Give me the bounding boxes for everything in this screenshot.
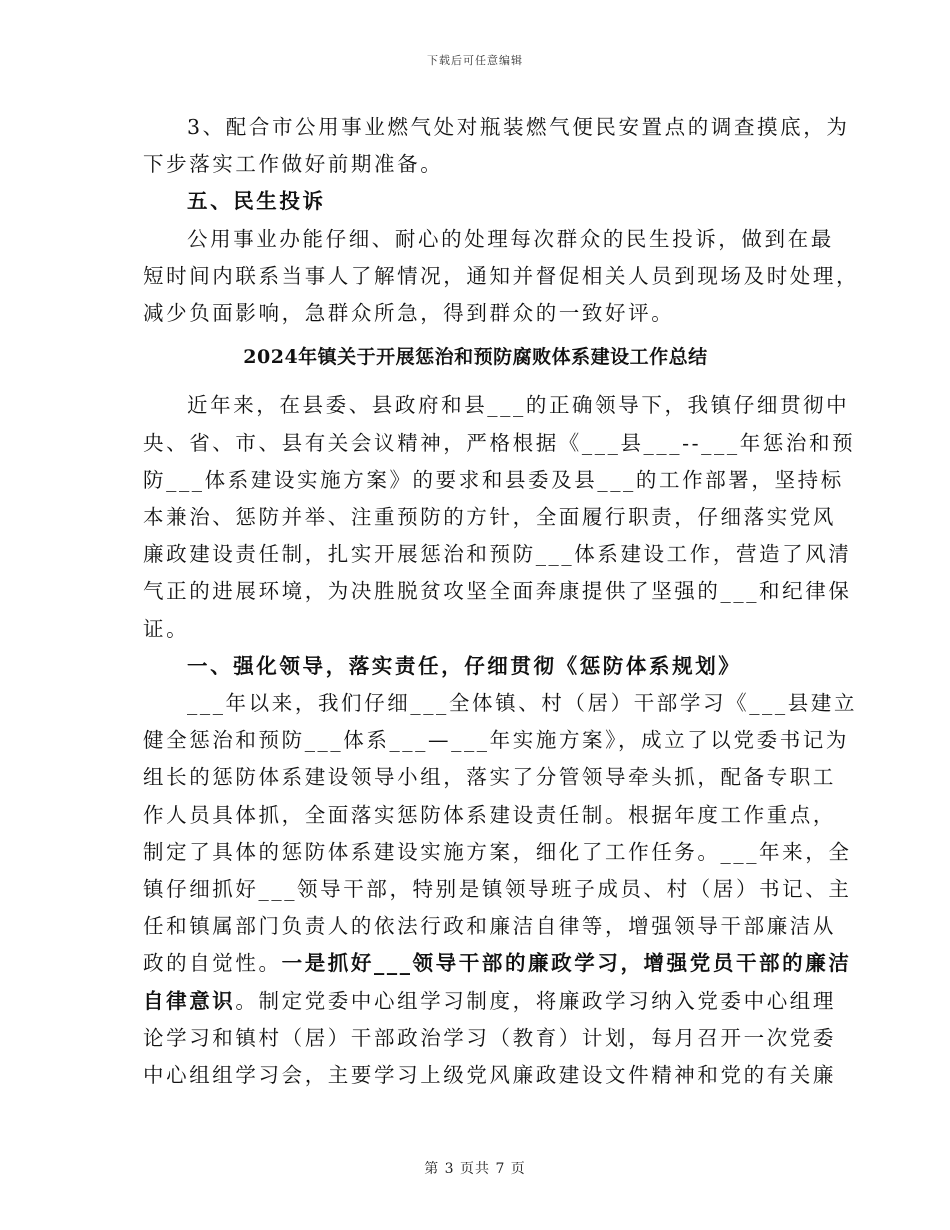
text-line: 健全惩治和预防___体系___—___年实施方案》，成立了以党委书记为 [143, 728, 849, 753]
text-line: 作人员具体抓，全面落实惩防体系建设责任制。根据年度工作重点， [143, 802, 836, 827]
page-footer: 第 3 页共 7 页 [424, 1161, 526, 1177]
text-line: 论学习和镇村（居）干部政治学习（教育）计划，每月召开一次党委 [143, 1025, 836, 1050]
bold-text: 自律意识 [143, 988, 236, 1013]
text-line: 减少负面影响，急群众所急，得到群众的一致好评。 [143, 301, 675, 326]
text-line [143, 945, 852, 982]
text-line: 3、配合市公用事业燃气处对瓶装燃气便民安置点的调查摸底，为 [187, 115, 850, 139]
text-line: 下步落实工作做好前期准备。 [143, 152, 444, 177]
text-line: 廉政建设责任制，扎实开展惩治和预防___体系建设工作，营造了风清 [143, 542, 852, 567]
section-heading-1: 一、强化领导，落实责任，仔细贯彻《惩防体系规划》 [187, 653, 742, 678]
text-line [143, 983, 837, 1020]
text-line: 公用事业办能仔细、耐心的处理每次群众的民生投诉，做到在最 [187, 226, 834, 251]
text-line: 证。 [143, 616, 190, 641]
section-1-paragraph [143, 685, 858, 1094]
plain-text: 。制定党委中心组学习制度，将廉政学习纳入党委中心组理 [235, 988, 837, 1013]
section-5-paragraph [143, 221, 860, 333]
text-line: 气正的进展环境，为决胜脱贫攻坚全面奔康提供了坚强的___和纪律保 [143, 579, 852, 604]
page-header: 下载后可任意编辑 [427, 54, 523, 67]
text-line: 任和镇属部门负责人的依法行政和廉洁自律等，增强领导干部廉洁从 [143, 914, 836, 939]
plain-text: 政的自觉性。 [143, 951, 282, 976]
text-line: 本兼治、惩防并举、注重预防的方针，全面履行职责，仔细落实党风 [143, 505, 836, 530]
text-line: ___年以来，我们仔细___全体镇、村（居）干部学习《___县建立 [187, 691, 858, 716]
text-line: 央、省、市、县有关会议精神，严格根据《___县___--___年惩治和预 [143, 430, 856, 455]
section-heading-5: 五、民生投诉 [187, 189, 326, 214]
item-3-paragraph [143, 109, 850, 183]
intro-paragraph [143, 387, 856, 647]
text-line: 短时间内联系当事人了解情况，通知并督促相关人员到现场及时处理， [143, 263, 860, 288]
bold-text: 一是抓好___领导干部的廉政学习，增强党员干部的廉洁 [281, 951, 852, 976]
text-line: 近年来，在县委、县政府和县___的正确领导下，我镇仔细贯彻中 [187, 393, 850, 418]
text-line: 中心组组学习会，主要学习上级党风廉政建设文件精神和党的有关廉 [143, 1063, 836, 1088]
article-title: 2024年镇关于开展惩治和预防腐败体系建设工作总结 [243, 346, 708, 369]
document-body [143, 109, 860, 1094]
text-line: 制定了具体的惩防体系建设实施方案，细化了工作任务。___年来，全 [143, 839, 852, 864]
text-line: 组长的惩防体系建设领导小组，落实了分管领导牵头抓，配备专职工 [143, 765, 836, 790]
text-line: 镇仔细抓好___领导干部，特别是镇领导班子成员、村（居）书记、主 [143, 877, 852, 902]
text-line: 防___体系建设实施方案》的要求和县委及县___的工作部署，坚持标 [143, 467, 844, 492]
